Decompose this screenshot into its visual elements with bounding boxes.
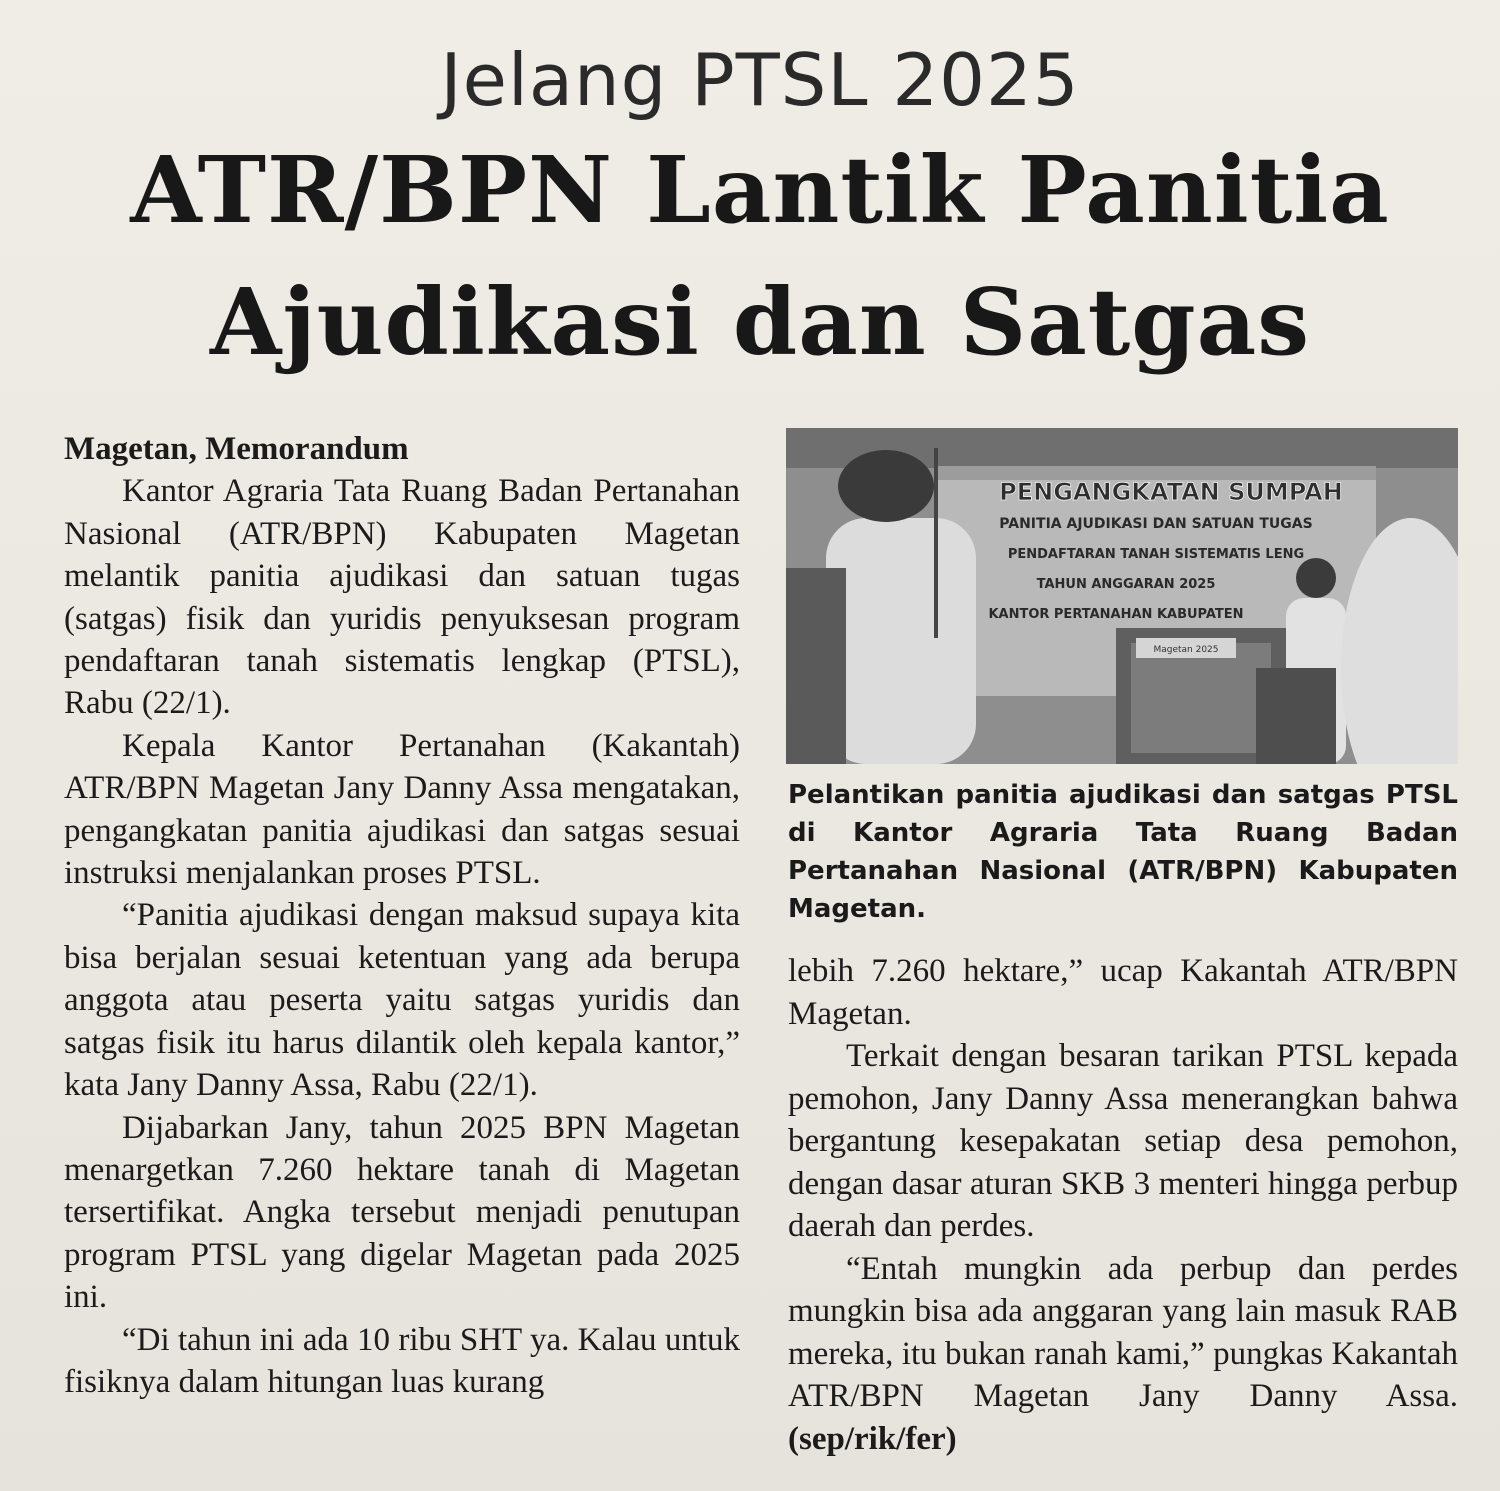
- paragraph-4: Dijabarkan Jany, tahun 2025 BPN Magetan menargetkan 7.260 hektare tanah di Magetan tersertifikat. Angka tersebut menjadi penutupan program PTSL yang digelar Magetan pada 2025 ini.: [64, 1109, 740, 1316]
- banner-line-2: PANITIA AJUDIKASI DAN SATUAN TUGAS: [999, 516, 1313, 532]
- banner-line-5: KANTOR PERTANAHAN KABUPATEN: [988, 607, 1244, 622]
- article-column-1: [64, 428, 740, 1403]
- paragraph-7: [788, 1248, 1458, 1461]
- paragraph-2: Kepala Kantor Pertanahan (Kakantah) ATR/BPN Magetan Jany Danny Assa mengatakan, pengangkatan panitia ajudikasi dan satgas sesuai instruksi menjalankan proses PTSL.: [64, 727, 740, 892]
- banner-title: PENGANGKATAN SUMPAH: [999, 478, 1343, 506]
- paragraph-3: “Panitia ajudikasi dengan maksud supaya kita bisa berjalan sesuai ketentuan yang ada berupa anggota atau peserta yaitu satgas yuridis dan satgas fisik itu harus dilantik oleh kepala kantor,” kata Jany Danny Assa, Rabu (22/1).: [64, 897, 740, 1104]
- continuation-paragraph: lebih 7.260 hektare,” ucap Kakantah ATR/BPN Magetan.: [788, 953, 1458, 1032]
- dateline: Magetan, Memorandum: [64, 431, 409, 467]
- banner-line-3: PENDAFTARAN TANAH SISTEMATIS LENG: [1007, 547, 1305, 562]
- article-photo: [786, 428, 1458, 764]
- photo-caption: Pelantikan panitia ajudikasi dan satgas PTSL di Kantor Agraria Tata Ruang Badan Pertanahan Nasional (ATR/BPN) Kabupaten Magetan.: [788, 780, 1458, 924]
- headline-line-2: Ajudikasi dan Satgas: [209, 268, 1311, 376]
- paragraph-7-text: “Entah mungkin ada perbup dan perdes mungkin bisa ada anggaran yang lain masuk RAB mereka, itu bukan ranah kami,” pungkas Kakantah ATR/BPN Magetan Jany Danny Assa.: [788, 1250, 1458, 1414]
- banner-line-4: TAHUN ANGGARAN 2025: [1036, 577, 1216, 592]
- author-credit: (sep/rik/fer): [788, 1420, 957, 1457]
- headline-line-1: ATR/BPN Lantik Panitia: [130, 136, 1390, 244]
- article-kicker: Jelang PTSL 2025: [440, 38, 1080, 122]
- paragraph-5: “Di tahun ini ada 10 ribu SHT ya. Kalau untuk fisiknya dalam hitungan luas kurang: [64, 1321, 740, 1400]
- article-column-2: [788, 950, 1458, 1460]
- table-sign: Magetan 2025: [1153, 645, 1219, 655]
- paragraph-6: Terkait dengan besaran tarikan PTSL kepada pemohon, Jany Danny Assa menerangkan bahwa bergantung kesepakatan setiap desa pemohon, dengan dasar aturan SKB 3 menteri hingga perbup daerah dan perdes.: [788, 1038, 1458, 1244]
- paragraph-1: Kantor Agraria Tata Ruang Badan Pertanahan Nasional (ATR/BPN) Kabupaten Magetan melantik panitia ajudikasi dan satuan tugas (satgas) fisik dan yuridis penyuksesan program pendaftaran tanah sistematis lengkap (PTSL), Rabu (22/1).: [64, 473, 740, 722]
